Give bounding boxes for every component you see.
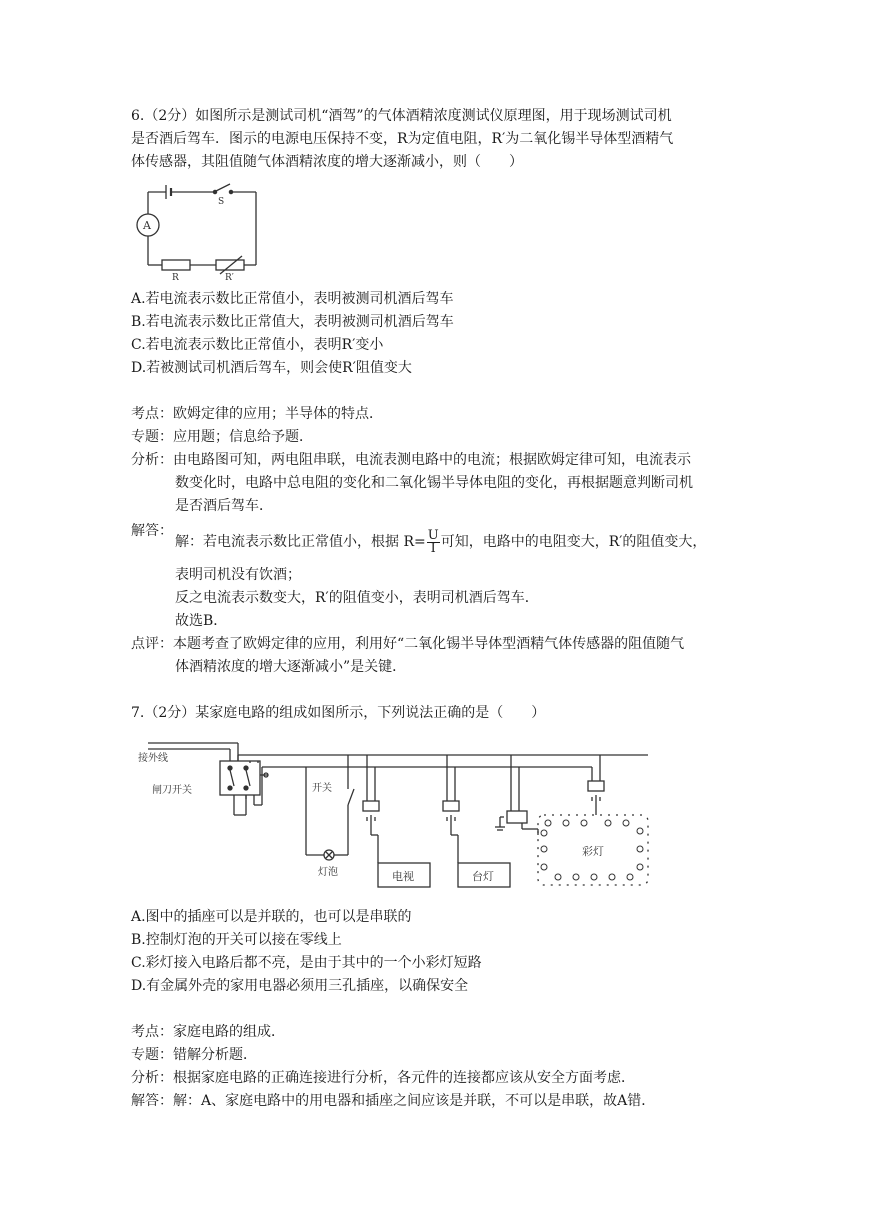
q6-jieda-pre: 解：若电流表示数比正常值小，根据 R= bbox=[175, 534, 426, 550]
outer-line-label: 接外线 bbox=[138, 753, 168, 764]
sensor-label: R′ bbox=[225, 273, 234, 282]
knife-switch-box bbox=[220, 761, 260, 795]
fraction-numerator: U bbox=[427, 527, 439, 543]
q6-stem-line-2: 是否酒后驾车．图示的电源电压保持不变，R为定值电阻，R′为二氧化锡半导体型酒精气 bbox=[131, 131, 674, 147]
colored-lights-socket bbox=[588, 781, 604, 791]
q7-stem: 7.（2分）某家庭电路的组成如图所示，下列说法正确的是（ ） bbox=[131, 705, 546, 721]
three-hole-socket bbox=[507, 811, 527, 823]
resistor-r bbox=[162, 260, 190, 270]
q7-option-d: D.有金属外壳的家用电器必须用三孔插座，以确保安全 bbox=[131, 978, 469, 994]
resistor-label: R bbox=[172, 273, 179, 282]
tv-label: 电视 bbox=[392, 870, 414, 883]
switch-label: 开关 bbox=[312, 783, 332, 794]
q6-jieda-post: 可知，电路中的电阻变大，R′的阻值变大， bbox=[440, 534, 707, 550]
q6-fenxi-line-1: 分析：由电路图可知，两电阻串联，电流表测电路中的电流；根据欧姆定律可知，电流表示 bbox=[131, 452, 691, 468]
q6-fenxi-line-3: 是否酒后驾车． bbox=[175, 498, 273, 514]
q7-option-b: B.控制灯泡的开关可以接在零线上 bbox=[131, 932, 342, 948]
lamp-switch-blade bbox=[348, 789, 354, 805]
q7-option-c: C.彩灯接入电路后都不亮，是由于其中的一个小彩灯短路 bbox=[131, 955, 482, 971]
q7-fenxi: 分析：根据家庭电路的正确连接进行分析，各元件的连接都应该从安全方面考虑． bbox=[131, 1070, 635, 1086]
q6-jieda-line-2: 表明司机没有饮酒； bbox=[175, 567, 301, 583]
tv-socket bbox=[363, 801, 379, 811]
q6-dianping-line-1: 点评：本题考查了欧姆定律的应用，利用好“二氧化锡半导体型酒精气体传感器的阻值随气 bbox=[131, 636, 685, 652]
switch-label: S bbox=[218, 197, 225, 207]
q6-fenxi-line-2: 数变化时，电路中总电阻的变化和二氧化锡半导体电阻的变化，再根据题意判断司机 bbox=[175, 475, 693, 491]
colored-lights-label: 彩灯 bbox=[582, 845, 604, 858]
q6-option-c: C.若电流表示数比正常值小，表明R′变小 bbox=[131, 337, 384, 353]
q6-jieda-line-4: 故选B． bbox=[175, 613, 228, 629]
formula-fraction bbox=[427, 527, 440, 556]
q7-jieda: 解答：解：A、家庭电路中的用电器和插座之间应该是并联，不可以是串联，故A错． bbox=[131, 1093, 656, 1109]
q6-option-a: A.若电流表示数比正常值小，表明被测司机酒后驾车 bbox=[131, 291, 454, 307]
q6-jieda-line-1 bbox=[175, 528, 706, 556]
bulb-label: 灯泡 bbox=[318, 867, 338, 878]
q6-option-d: D.若被测试司机酒后驾车，则会使R′阻值变大 bbox=[131, 360, 412, 376]
q6-circuit-diagram bbox=[130, 178, 270, 282]
ammeter-label: A bbox=[143, 219, 151, 232]
q6-option-b: B.若电流表示数比正常值大，表明被测司机酒后驾车 bbox=[131, 314, 454, 330]
q7-option-a: A.图中的插座可以是并联的，也可以是串联的 bbox=[131, 909, 412, 925]
q6-stem-line-3: 体传感器，其阻值随气体酒精浓度的增大逐渐减小，则（ ） bbox=[131, 154, 523, 170]
q6-kaodian: 考点：欧姆定律的应用；半导体的特点． bbox=[131, 406, 383, 422]
q6-zhuanti: 专题：应用题；信息给予题． bbox=[131, 429, 313, 445]
switch-blade bbox=[216, 184, 230, 191]
knife-switch-label: 闸刀开关 bbox=[152, 785, 192, 796]
q6-dianping-line-2: 体酒精浓度的增大逐渐减小”是关键． bbox=[175, 659, 407, 675]
q7-zhuanti: 专题：错解分析题． bbox=[131, 1047, 257, 1063]
q6-jieda-label: 解答： bbox=[131, 523, 173, 539]
desk-lamp-label: 台灯 bbox=[472, 870, 494, 883]
q7-kaodian: 考点：家庭电路的组成． bbox=[131, 1024, 285, 1040]
desk-lamp-socket bbox=[443, 801, 459, 811]
q6-stem-line-1: 6.（2分）如图所示是测试司机“酒驾”的气体酒精浓度测试仪原理图，用于现场测试司机 bbox=[131, 108, 672, 124]
sensor-arrow bbox=[220, 256, 242, 274]
q6-jieda-line-3: 反之电流表示数变大，R′的阻值变小，表明司机酒后驾车． bbox=[175, 590, 539, 606]
fraction-denominator: I bbox=[430, 540, 436, 556]
q7-household-circuit-diagram bbox=[138, 735, 658, 897]
